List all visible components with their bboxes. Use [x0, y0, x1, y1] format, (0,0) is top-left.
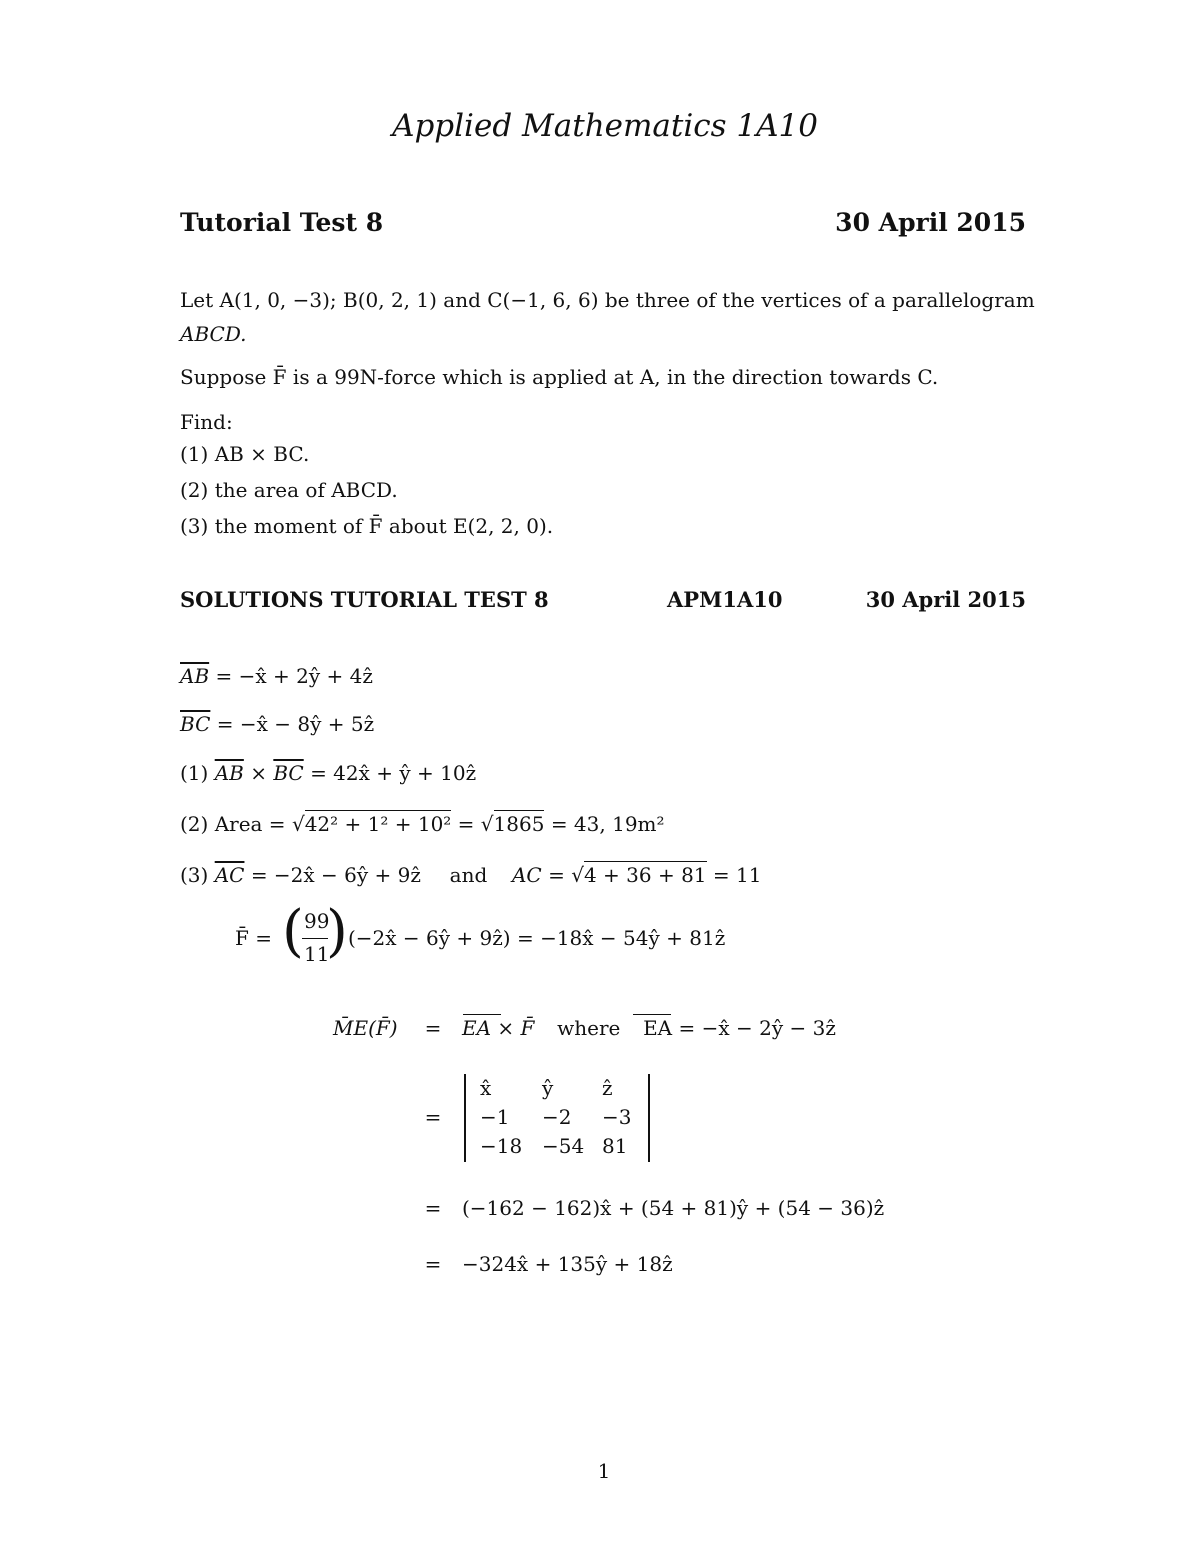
solution-2-value: = 43, 19m² — [550, 812, 665, 836]
moment-lhs: M̄E(F̄) — [333, 1016, 398, 1040]
det-cell: −3 — [602, 1105, 632, 1129]
det-cell: ẑ — [602, 1076, 613, 1100]
moment-line-1 — [462, 1016, 836, 1040]
moment-equals-2 — [414, 1105, 452, 1129]
solution-1-label: (1) — [180, 761, 209, 785]
determinant — [464, 1074, 650, 1162]
question-line-2: ABCD. — [180, 322, 247, 346]
solution-3-radicand: 4 + 36 + 81 — [583, 863, 707, 887]
right-paren: ) — [326, 899, 348, 964]
find-item-1: (1) AB × BC. — [180, 442, 310, 466]
solution-2-radicand-1: 42² + 1² + 10² — [304, 812, 452, 836]
ab-vector-value: = −x̂ + 2ŷ + 4ẑ — [215, 664, 373, 688]
ea-vector-value: EA = −x̂ − 2ŷ − 3ẑ — [643, 1016, 836, 1040]
det-cell: x̂ — [480, 1076, 492, 1100]
question-line-3: Suppose F̄ is a 99N-force which is applied at A, in the direction towards C. — [180, 365, 939, 389]
solution-2-radicand-2: 1865 — [493, 812, 545, 836]
equals-sign: = — [424, 1016, 442, 1040]
ab-vector: $\overline{AB}$ — [180, 664, 210, 688]
det-cell: −1 — [480, 1105, 510, 1129]
det-cell: ŷ — [542, 1076, 554, 1100]
solution-2-line — [180, 812, 665, 836]
left-paren: ( — [282, 899, 304, 964]
solution-2-equals: = — [457, 812, 475, 836]
document-title: Applied Mathematics 1A10 — [392, 108, 818, 144]
equals-sign: = — [424, 1252, 442, 1276]
test-date: 30 April 2015 — [835, 208, 1026, 237]
fraction-numerator: 99 — [304, 909, 330, 933]
course-code: APM1A10 — [667, 587, 783, 612]
solutions-date: 30 April 2015 — [865, 587, 1026, 612]
moment-result: −324x̂ + 135ŷ + 18ẑ — [462, 1252, 673, 1276]
test-title: Tutorial Test 8 — [180, 208, 384, 237]
page-number: 1 — [597, 1459, 611, 1483]
bc-vector: $\overline{BC}$ — [180, 712, 211, 736]
question-line-1: Let A(1, 0, −3); B(0, 2, 1) and C(−1, 6, 6) be three of the vertices of a parallelogram — [180, 288, 1035, 312]
find-label: Find: — [180, 410, 233, 434]
fraction-denominator: 11 — [304, 942, 330, 966]
force-fraction — [282, 899, 348, 971]
det-cell: −18 — [480, 1134, 523, 1158]
solution-1-times: × — [250, 761, 267, 785]
moment-equals-3 — [414, 1196, 452, 1220]
moment-line-3: (−162 − 162)x̂ + (54 + 81)ŷ + (54 − 36)ẑ — [462, 1196, 885, 1220]
ab-vector-line — [180, 664, 373, 688]
ac-length-value: = 11 — [712, 863, 762, 887]
moment-cross-product: EA × F̄ — [462, 1016, 535, 1040]
where-word: where — [557, 1016, 621, 1040]
bc-vector-line — [180, 712, 374, 736]
det-cell: −2 — [542, 1105, 572, 1129]
find-item-2: (2) the area of ABCD. — [180, 478, 398, 502]
det-cell: −54 — [542, 1134, 585, 1158]
moment-equals-1 — [414, 1016, 452, 1040]
ac-length-label: AC = — [511, 863, 565, 887]
bc-vector-value: = −x̂ − 8ŷ + 5ẑ — [216, 712, 375, 736]
ea-overline — [463, 1014, 501, 1015]
solution-1-ab: $\overline{AB}$ — [214, 761, 244, 785]
ac-vector: $\overline{AC}$ — [214, 863, 245, 887]
solution-1-bc: $\overline{BC}$ — [273, 761, 304, 785]
force-rhs: (−2x̂ − 6ŷ + 9ẑ) = −18x̂ − 54ŷ + 81ẑ — [348, 926, 726, 950]
solution-2-prefix: (2) Area = — [180, 812, 286, 836]
force-lhs: F̄ = — [235, 926, 272, 950]
solution-1-value: = 42x̂ + ŷ + 10ẑ — [310, 761, 477, 785]
sqrt-sign: √ — [480, 812, 494, 836]
ea-overline — [633, 1014, 671, 1015]
sqrt-sign: √ — [291, 812, 305, 836]
solution-1-line — [180, 761, 476, 785]
and-word: and — [449, 863, 488, 887]
find-item-3: (3) the moment of F̄ about E(2, 2, 0). — [180, 514, 554, 538]
solution-3-label: (3) — [180, 863, 209, 887]
sqrt-sign: √ — [571, 863, 584, 887]
solution-3-line — [180, 863, 761, 887]
solutions-title: SOLUTIONS TUTORIAL TEST 8 — [180, 587, 549, 612]
ac-vector-value: = −2x̂ − 6ŷ + 9ẑ — [250, 863, 421, 887]
moment-equals-4 — [414, 1252, 452, 1276]
det-cell: 81 — [602, 1134, 628, 1158]
equals-sign: = — [424, 1105, 442, 1129]
equals-sign: = — [424, 1196, 442, 1220]
fraction-bar — [302, 938, 328, 939]
